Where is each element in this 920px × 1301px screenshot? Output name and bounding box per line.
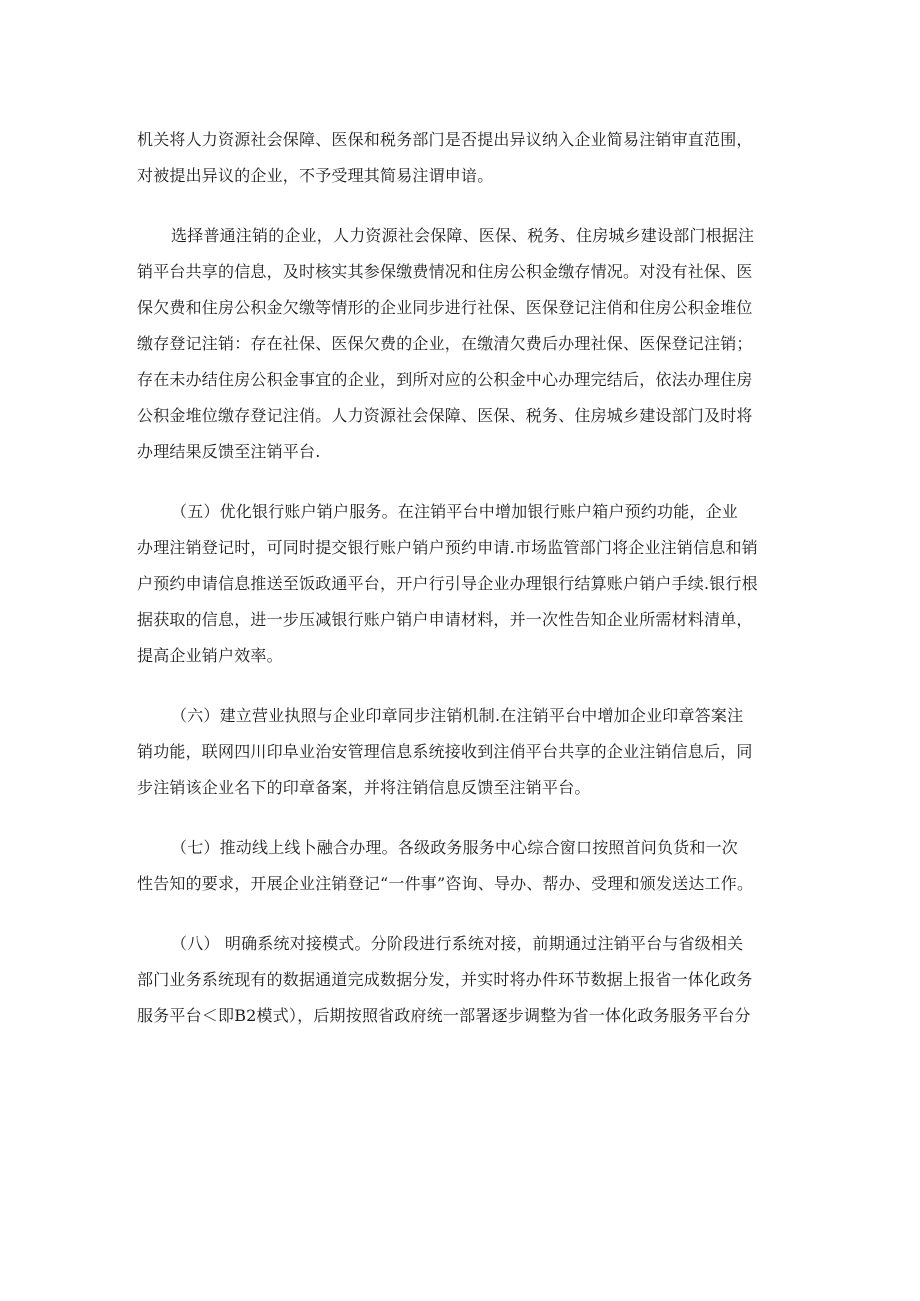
text-line: 户预约申请信息推送至饭政通平台，开户行引导企业办理银行结算账户销户手续.银行根	[137, 574, 758, 593]
text-line: 提高企业销户效率。	[137, 646, 283, 665]
text-line: 公积金堆位缴存登记注俏。人力资源社会保障、医保、税务、住房城乡建设部门及时将	[137, 406, 753, 425]
text-line: 销平台共享的信息，及时核实其参保缴费情况和住房公积金缴存情况。对没有社保、医	[137, 262, 753, 281]
text-line: 步注销该企业名下的印章备案，并将注销信息反馈至注销平台。	[137, 778, 591, 797]
text-line: 办理结果反馈至注销平台.	[137, 442, 321, 461]
text-line: 性告知的要求，开展企业注销登记“一件事”咨询、导办、帮办、受理和颁发送达工作。	[137, 874, 754, 893]
paragraph-4	[137, 698, 787, 806]
text-line: 服务平台＜即B2模式），后期按照省政府统一部署逐步调整为省一体化政务服务平台分	[137, 1006, 751, 1025]
paragraph-1	[137, 122, 787, 194]
text-line: 存在未办结住房公积金事宜的企业，到所对应的公积金中心办理完结后，依法办理住房	[137, 370, 753, 389]
text-line: （七）推动线上线卜融合办理。各级政务服务中心综合窗口按照首问负货和一次	[171, 838, 739, 857]
text-line: 办理注销登记时，可同时提交银行账户销户预约申请.市场监管部门将企业注销信息和销	[137, 538, 758, 557]
text-line: 销功能，联网四川印阜业治安管理信息系统接收到注俏平台共享的企业注销信息后，同	[137, 742, 753, 761]
text-line: 部门业务系统现有的数据通道完成数据分发，并实时将办件环节数据上报省一体化政务	[137, 970, 753, 989]
document-page	[137, 122, 787, 1058]
text-line: 保欠费和住房公积金欠缴等情形的企业同步进行社保、医保登记注俏和住房公积金堆位	[137, 298, 753, 317]
paragraph-2	[137, 218, 787, 470]
paragraph-3	[137, 494, 787, 674]
text-line: （六）建立营业执照与企业印章同步注销机制.在注销平台中增加企业印章答案注	[171, 706, 744, 725]
paragraph-6	[137, 926, 787, 1034]
paragraph-5	[137, 830, 787, 902]
text-line: 机关将人力资源社会保障、医保和税务部门是否提出异议纳入企业简易注销审直范围，	[137, 130, 753, 149]
text-line: 缴存登记注销：存在社保、医保欠费的企业，在缴清欠费后办理社保、医保登记注销；	[137, 334, 753, 353]
text-line: 对被提出异议的企业，不予受理其简易注谓申谙。	[137, 166, 494, 185]
text-line: （八） 明确系统对接模式。分阶段进行系统对接，前期通过注销平台与省级相关	[171, 934, 744, 953]
text-line: （五）优化银行账户销户服务。在注销平台中增加银行账户箱户预约功能，企业	[171, 502, 739, 521]
text-line: 选择普通注销的企业，人力资源社会保障、医保、税务、住房城乡建设部门根据注	[171, 226, 755, 245]
text-line: 据获取的信息，进一步压减银行账户销户申请材料，并一次性告知企业所需材料清单，	[137, 610, 753, 629]
